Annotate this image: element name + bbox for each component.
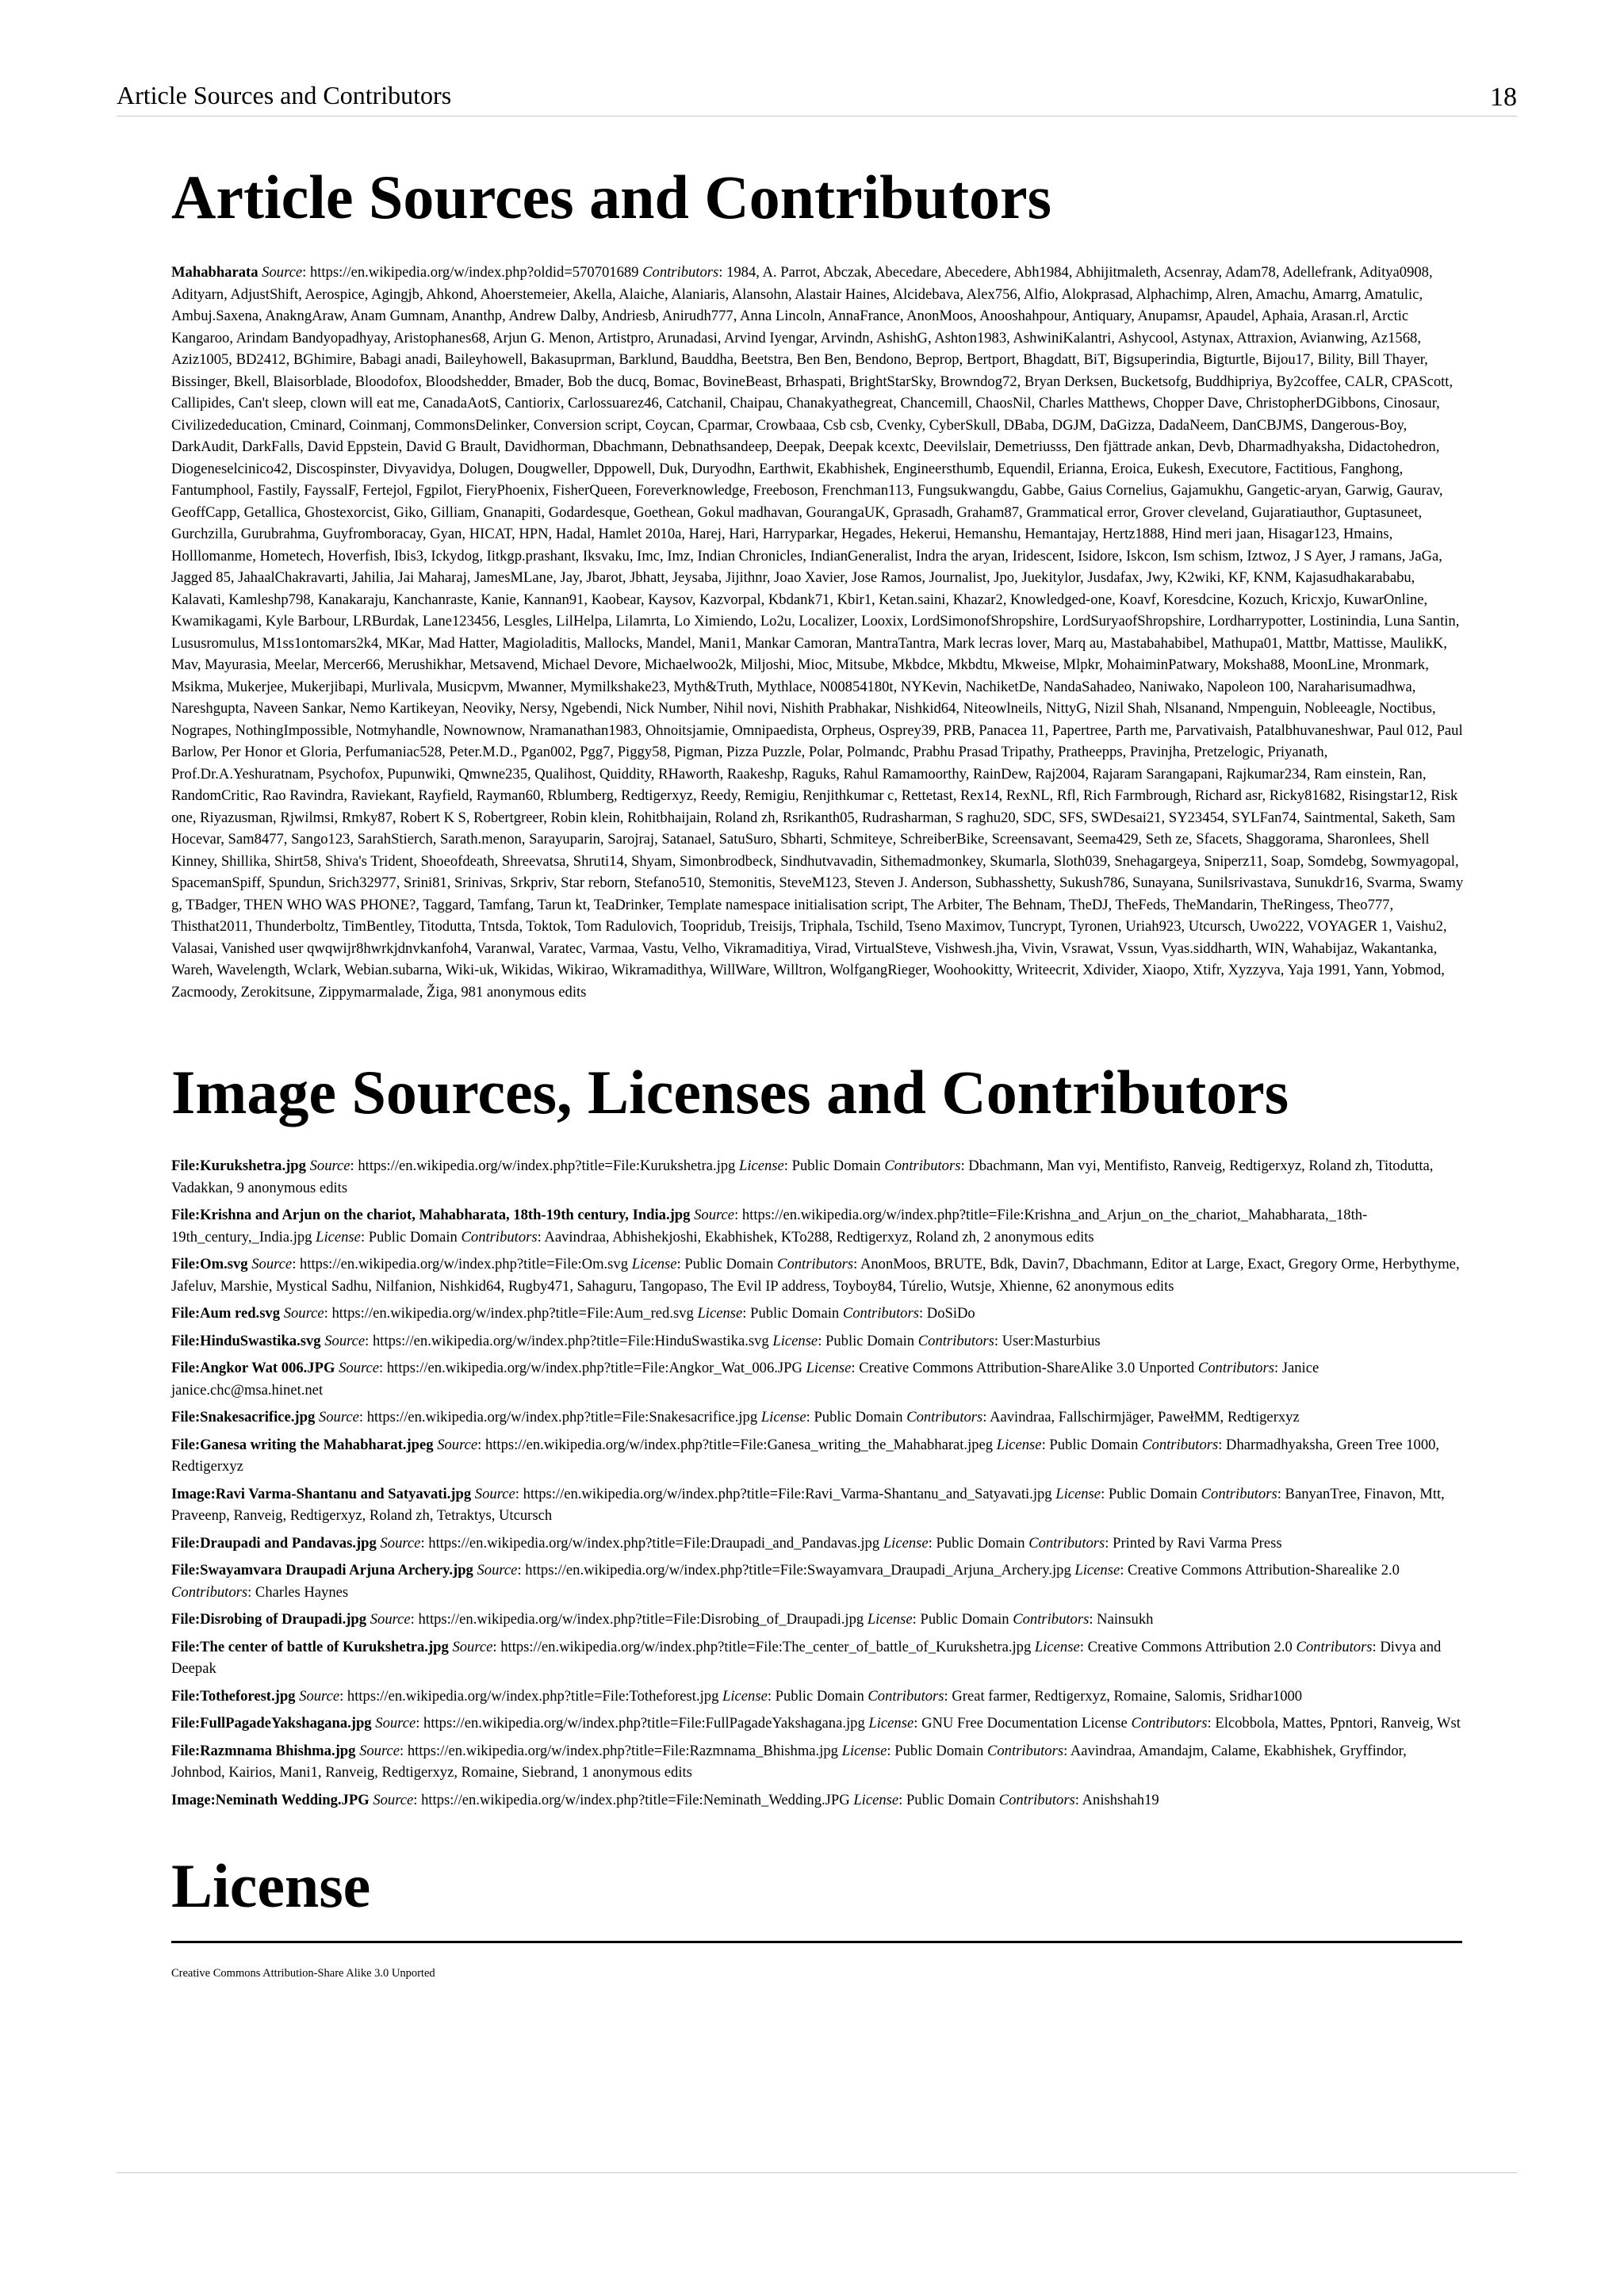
source-url[interactable]: https://en.wikipedia.org/w/index.php?title=File:Snakesacrifice.jpg bbox=[366, 1409, 758, 1425]
source-entry: File:Totheforest.jpg Source: https://en.wikipedia.org/w/index.php?title=File:Totheforest.jpg License: Public Domain Contributors: Great farmer, Redtigerxyz, Romaine, Salomis, Sridhar1000 bbox=[171, 1687, 1303, 1705]
license-heading: License bbox=[171, 1851, 371, 1920]
source-entry: File:Angkor Wat 006.JPG Source: https://en.wikipedia.org/w/index.php?title=File:Angkor_Wat_006.JPG License: Creative Commons Attribution-ShareAlike 3.0 Unported Contributors: Janice janice.chc@msa.hinet.net bbox=[171, 1360, 1320, 1399]
contributors-label: Contributors bbox=[171, 1583, 248, 1601]
contributors-list: Great farmer, Redtigerxyz, Romaine, Salomis, Sridhar1000 bbox=[952, 1687, 1303, 1705]
license-label: License bbox=[316, 1228, 361, 1246]
license-divider bbox=[171, 1941, 1462, 1943]
contributors-list: Dbachmann, Man vyi, Mentifisto, Ranveig, Redtigerxyz, Roland zh, Titodutta, Vadakkan, 9 anonymous edits bbox=[171, 1158, 1434, 1196]
source-entry: File:Draupadi and Pandavas.jpg Source: https://en.wikipedia.org/w/index.php?title=File:Draupadi_and_Pandavas.jpg License: Public Domain Contributors: Printed by Ravi Varma Press bbox=[171, 1534, 1282, 1552]
source-label: Source bbox=[251, 1256, 293, 1272]
license-label: License bbox=[772, 1332, 818, 1349]
source-entry: File:Swayamvara Draupadi Arjuna Archery.jpg Source: https://en.wikipedia.org/w/index.php?title=File:Swayamvara_Draupadi_Arjuna_Archery.jpg License: Creative Commons Attribution-Sharealike 2.0 Contributors: Charles Haynes bbox=[171, 1562, 1400, 1601]
license-label: License bbox=[697, 1305, 743, 1322]
contributors-list: 1984, A. Parrot, Abczak, Abecedare, Abecedere, Abh1984, Abhijitmaleth, Acsenray, Adam78, Adellefrank, Aditya0908, Adityarn, AdjustShift, Aerospice, Agingjb, Ahkond, Ahoerstemeier, Akella, Alaiche, Alaniaris, Alansohn, Alastair Haines, Alcidebava, Alex756, Alfio, Alokprasad, Alphachimp, Alren, Amachu, Amarrg, Amatulic, Ambuj.Saxena, AnakngAraw, Anam Gumnam, Ananthp, Andrew Dalby, Andriesb, Anirudh777, Anna Lincoln, AnnaFrance, AnonMoos, Anooshahpour, Antiquary, Anupamsr, Apaudel, Aphaia, Arasan.rl, Arctic Kangaroo, Arindam Bandyopadhyay, Aristophanes68, Arjun G. Menon, Artistpro, Arunadasi, Arvind Iyengar, Arvindn, AshishG, Ashton1983, AshwiniKalantri, Ashycool, Astynax, Attraxion, Avianwing, Az1568, Aziz1005, BD2412, BGhimire, Babagi anadi, Baileyhowell, Bakasuprman, Barklund, Bauddha, Beetstra, Ben Ben, Bendono, Beprop, Bertport, Bhagdatt, BiT, Bigsuperindia, Bigturtle, Bijou17, Bility, Bill Thayer, Bissinger, Bkell, Blaisorblade, Bloodofox, Bloodshedder, Bmader, Bob the ducq, Bomac, BovineBeast, Brhaspati, BrightStarSky, Browndog72, Bryan Derksen, Bucketsofg, Buddhipriya, By2coffee, CALR, CPAScott, Callipides, Can't sleep, clown will eat me, CanadaAotS, Cantiorix, Carlossuarez46, Catchanil, Chaipau, Chanakyathegreat, Chancemill, ChaosNil, Charles Matthews, Chopper Dave, ChristopherDGibbons, Cinosaur, Civilizededucation, Cminard, Coinmanj, CommonsDelinker, Conversion script, Coycan, Cparmar, Crowbaaa, Csb csb, Cvenky, CyberSkull, DBaba, DGJM, DaGizza, DadaNeem, DanCBJMS, Dangerous-Boy, DarkAudit, DarkFalls, David Eppstein, David G Brault, Davidhorman, Dbachmann, Debnathsandeep, Deepak, Deepak kcextc, Deevilslair, Demetriusss, Den fjättrade ankan, Devb, Dharmadhyaksha, Didactohedron, Diogeneselcinico42, Discospinster, Divyavidya, Dolugen, Dougweller, Dppowell, Duk, Duryodhn, Earthwit, Ekabhishek, Engineersthumb, Equendil, Erianna, Eroica, Eukesh, Executore, Factitious, Fanghong, Fantumphool, Fastily, FayssalF, Fertejol, Fgpilot, FieryPhoenix, FisherQueen, Foreverknowledge, Freeboson, Frenchman113, Fungsukwangdu, Gabbe, Gaius Cornelius, Gajamukhu, Gangetic-aryan, Garwig, Gaurav, GeoffCapp, Getallica, Ghostexorcist, Giko, Gilliam, Gnanapiti, Godardesque, Goethean, Gokul madhavan, GourangaUK, Gprasadh, Graham87, Grammatical error, Grover cleveland, Gujaratiauthor, Guptasuneet, Gurchzilla, Gurubrahma, Guyfromboracay, Gyan, HICAT, HPN, Hadal, Hamlet 2010a, Harej, Hari, Harryparkar, Hegades, Hekerui, Hemanshu, Hemantajay, Hertz1888, Hind meri jaan, Hisagar123, Hmains, Holllomanme, Hometech, Hoverfish, Ibis3, Ickydog, Iitkgp.prashant, Iksvaku, Imc, Imz, Indian Chronicles, IndianGeneralist, Indra the aryan, Iridescent, Isidore, Iskcon, Ism schism, Iztwoz, J S Ayer, J ramans, JaGa, Jagged 85, JahaalChakravarti, Jahilia, Jai Maharaj, JamesMLane, Jay, Jbarot, Jbhatt, Jeysaba, Jijithnr, Joao Xavier, Jose Ramos, Journalist, Jpo, Juekitylor, Jusdafax, Jwy, K2wiki, KF, KNM, Kajasudhakarababu, Kalavati, Kamleshp798, Kanakaraju, Kanchanraste, Kanie, Kannan91, Kaobear, Kaysov, Kazvorpal, Kbdank71, Kbir1, Ketan.saini, Khazar2, Knowledged-one, Koavf, Koresdcine, Kozuch, Kricxjo, KuwarOnline, Kwamikagami, Kyle Barbour, LRBurdak, Lane123456, Lesgles, LilHelpa, Lilamrta, Lo Ximiendo, Lo2u, Localizer, Looxix, LordSimonofShropshire, LordSuryaofShropshire, Lordharrypotter, Lostinindia, Luna Santin, Lususromulus, M1ss1ontomars2k4, MKar, Mad Hatter, Magioladitis, Mallocks, Mandel, Mani1, Mankar Camoran, MantraTantra, Mark lecras lover, Marq au, Mastabahabibel, Mathupa01, Mattbr, Mattisse, MaulikK, Mav, Mayurasia, Meelar, Mercer66, Merushikhar, Metsavend, Michael Devore, Michaelwoo2k, Miljoshi, Mioc, Mitsube, Mkbdce, Mkbdtu, Mkweise, Mlpkr, MohaiminPatwary, Moksha88, MoonLine, Mronmark, Msikma, Mukerjee, Mukerjibapi, Murlivala, Musicpvm, Mwanner, Mymilkshake23, Myth&Truth, Mythlace, N00854180t, NYKevin, NachiketDe, NandaSahadeo, Naniwako, Napoleon 100, Naraharisumadhwa, Nareshgupta, Naveen Sankar, Nemo Kartikeyan, Neoviky, Nersy, Ngebendi, Nick Number, Nihil novi, Nishith Prabhakar, Nishkid64, Niteowlneils, NittyG, Nizil Shah, Nlsanand, Nmpenguin, Nobleeagle, Noctibus, Nograpes, NothingImpossible, Notmyhandle, Nownownow, Nramanathan1983, Ohnoitsjamie, Omnipaedista, Orpheus, Osprey39, PRB, Panacea 11, Papertree, Parth me, Parvativaish, Patalbhuvaneshwar, Paul 012, Paul Barlow, Per Honor et Gloria, Perfumaniac528, Peter.M.D., Pgan002, Pgg7, Piggy58, Pigman, Pizza Puzzle, Polar, Polmandc, Prabhu Prasad Tripathy, Pratheepps, Pravinjha, Pretzelogic, Priyanath, Prof.Dr.A.Yeshuratnam, Psychofox, Pupunwiki, Qmwne235, Qualihost, Quiddity, RHaworth, Raakeshp, Raguks, Rahul Ramamoorthy, RainDew, Raj2004, Rajaram Sarangapani, Rajkumar234, Ram einstein, Ran, RandomCritic, Rao Ravindra, Raviekant, Rayfield, Rayman60, Rblumberg, Redtigerxyz, Reedy, Remigiu, Renjithkumar c, Rettetast, Rex14, RexNL, Rfl, Rich Farmbrough, Richard asr, Ricky81682, Risingstar12, Risk one, Riyazusman, Rjwilmsi, Rmky87, Robert K S, Robertgreer, Robin klein, Rohitbhaijain, Roland zh, Rsrikanth05, Rudrasharman, S raghu20, SDC, SFS, SWDesai21, SY23454, SYLFan74, Saintmental, Saketh, Sam Hocevar, Sam8477, Sango123, SarahStierch, Sarath.menon, Sarayuparin, Sarojraj, Satanael, SatuSuro, Sbharti, Schmiteye, SchreiberBike, Screensavant, Seema429, Seth ze, Sfacets, Shaggorama, Sharonlees, Shell Kinney, Shillika, Shirt58, Shiva's Trident, Shoeofdeath, Shreevatsa, Shruti14, Shyam, Simonbrodbeck, Sindhutvavadin, Sithemadmonkey, Skumarla, Sloth039, Snehagargeya, Sniperz11, Soap, Somdebg, Sowmyagopal, SpacemanSpiff, Spundun, Srich32977, Srini81, Srinivas, Srkpriv, Star reborn, Stefano510, Stemonitis, SteveM123, Steven J. Anderson, Subhasshetty, Sukush786, Sunayana, Sunilsrivastava, Sunukdr16, Svarma, Swamy g, TBadger, THEN WHO WAS PHONE?, Taggard, Tamfang, Tarun kt, TeaDrinker, Template namespace initialisation script, The Arbiter, The Behnam, TheDJ, TheFeds, TheMandarin, TheRingess, Theo777, Thisthat2011, Thunderboltz, TimBentley, Titodutta, Tntsda, Toktok, Tom Radulovich, Toopridub, Treisijs, Triphala, Tschild, Tseno Maximov, Tuncrypt, Tyronen, Uriah923, Utcursch, Uwo222, VOYAGER 1, Vaishu2, Valasai, Vanished user qwqwijr8hwrkjdnvkanfoh4, Varanwal, Varatec, Varmaa, Vastu, Velho, Vikramaditiya, Virad, VirtualSteve, Vishwesh.jha, Vivin, Vsrawat, Vssun, Vyas.siddharth, WIN, Wahabijaz, Wakantanka, Wareh, Wavelength, Wclark, Webian.subarna, Wiki-uk, Wikidas, Wikirao, Wikramadithya, WillWare, Willtron, WolfgangRieger, Woohookitty, Writeecrit, Xdivider, Xiaopo, Xtifr, Xyzzyva, Yaja 1991, Yann, Yobmod, Zacmoody, Zerokitsune, Zippymarmalade, Žiga, 981 anonymous edits bbox=[171, 264, 1464, 1001]
source-entry: File:Kurukshetra.jpg Source: https://en.wikipedia.org/w/index.php?title=File:Kurukshetra.jpg License: Public Domain Contributors: Dbachmann, Man vyi, Mentifisto, Ranveig, Redtigerxyz, Roland zh, Titodutta, Vadakkan, 9 anonymous edits bbox=[171, 1158, 1434, 1196]
source-label: Source bbox=[375, 1715, 416, 1732]
license-value: Creative Commons Attribution-Sharealike 2.0 bbox=[1128, 1562, 1400, 1578]
source-entry: File:HinduSwastika.svg Source: https://en.wikipedia.org/w/index.php?title=File:HinduSwastika.svg License: Public Domain Contributors: User:Masturbius bbox=[171, 1332, 1101, 1349]
entry-title: File:Aum red.svg bbox=[171, 1305, 281, 1322]
page-content bbox=[171, 159, 1464, 1980]
source-url[interactable]: https://en.wikipedia.org/w/index.php?title=File:Disrobing_of_Draupadi.jpg bbox=[418, 1611, 864, 1628]
license-label: License bbox=[806, 1360, 852, 1376]
license-value: Public Domain bbox=[814, 1409, 903, 1425]
entry-title: File:The center of battle of Kurukshetra.jpg bbox=[171, 1638, 449, 1655]
license-label: License bbox=[1074, 1562, 1120, 1578]
license-value: GNU Free Documentation License bbox=[921, 1715, 1128, 1732]
source-url[interactable]: https://en.wikipedia.org/w/index.php?title=File:FullPagadeYakshagana.jpg bbox=[423, 1715, 865, 1732]
source-url[interactable]: https://en.wikipedia.org/w/index.php?title=File:Totheforest.jpg bbox=[347, 1687, 719, 1705]
article-sources-heading: Article Sources and Contributors bbox=[171, 163, 1052, 232]
contributors-list: DoSiDo bbox=[926, 1305, 975, 1322]
source-label: Source bbox=[477, 1562, 518, 1578]
source-entry: File:Snakesacrifice.jpg Source: https://en.wikipedia.org/w/index.php?title=File:Snakesacrifice.jpg License: Public Domain Contributors: Aavindraa, Fallschirmjäger, PawełMM, Redtigerxyz bbox=[171, 1409, 1300, 1425]
image-sources-list bbox=[171, 1155, 1464, 1811]
contributors-list: Charles Haynes bbox=[255, 1583, 349, 1601]
entry-title: File:Om.svg bbox=[171, 1256, 248, 1272]
license-value: Public Domain bbox=[684, 1256, 774, 1272]
source-label: Source bbox=[370, 1611, 411, 1628]
contributors-label: Contributors bbox=[1028, 1534, 1105, 1552]
contributors-label: Contributors bbox=[461, 1228, 538, 1246]
contributors-label: Contributors bbox=[842, 1305, 919, 1322]
source-entry: File:The center of battle of Kurukshetra.jpg Source: https://en.wikipedia.org/w/index.php?title=File:The_center_of_battle_of_Kurukshetra.jpg License: Creative Commons Attribution 2.0 Contributors: Divya and Deepak bbox=[171, 1638, 1442, 1677]
license-label: License bbox=[996, 1436, 1042, 1453]
source-url[interactable]: https://en.wikipedia.org/w/index.php?title=File:Aum_red.svg bbox=[331, 1305, 694, 1322]
source-url[interactable]: https://en.wikipedia.org/w/index.php?title=File:Neminath_Wedding.JPG bbox=[421, 1791, 850, 1808]
license-label: License bbox=[853, 1791, 899, 1808]
source-entry: Mahabharata Source: https://en.wikipedia.org/w/index.php?oldid=570701689 Contributors: 1984, A. Parrot, Abczak, Abecedare, Abecedere, Abh1984, Abhijitmaleth, Acsenray, Adam78, Adellefrank, Aditya0908, Adityarn, AdjustShift, Aerospice, Agingjb, Ahkond, Ahoerstemeier, Akella, Alaiche, Alaniaris, Alansohn, Alastair Haines, Alcidebava, Alex756, Alfio, Alokprasad, Alphachimp, Alren, Amachu, Amarrg, Amatulic, Ambuj.Saxena, AnakngAraw, Anam Gumnam, Ananthp, Andrew Dalby, Andriesb, Anirudh777, Anna Lincoln, AnnaFrance, AnonMoos, Anooshahpour, Antiquary, Anupamsr, Apaudel, Aphaia, Arasan.rl, Arctic Kangaroo, Arindam Bandyopadhyay, Aristophanes68, Arjun G. Menon, Artistpro, Arunadasi, Arvind Iyengar, Arvindn, AshishG, Ashton1983, AshwiniKalantri, Ashycool, Astynax, Attraxion, Avianwing, Az1568, Aziz1005, BD2412, BGhimire, Babagi anadi, Baileyhowell, Bakasuprman, Barklund, Bauddha, Beetstra, Ben Ben, Bendono, Beprop, Bertport, Bhagdatt, BiT, Bigsuperindia, Bigturtle, Bijou17, Bility, Bill Thayer, Bissinger, Bkell, Blaisorblade, Bloodofox, Bloodshedder, Bmader, Bob the ducq, Bomac, BovineBeast, Brhaspati, BrightStarSky, Browndog72, Bryan Derksen, Bucketsofg, Buddhipriya, By2coffee, CALR, CPAScott, Callipides, Can't sleep, clown will eat me, CanadaAotS, Cantiorix, Carlossuarez46, Catchanil, Chaipau, Chanakyathegreat, Chancemill, ChaosNil, Charles Matthews, Chopper Dave, ChristopherDGibbons, Cinosaur, Civilizededucation, Cminard, Coinmanj, CommonsDelinker, Conversion script, Coycan, Cparmar, Crowbaaa, Csb csb, Cvenky, CyberSkull, DBaba, DGJM, DaGizza, DadaNeem, DanCBJMS, Dangerous-Boy, DarkAudit, DarkFalls, David Eppstein, David G Brault, Davidhorman, Dbachmann, Debnathsandeep, Deepak, Deepak kcextc, Deevilslair, Demetriusss, Den fjättrade ankan, Devb, Dharmadhyaksha, Didactohedron, Diogeneselcinico42, Discospinster, Divyavidya, Dolugen, Dougweller, Dppowell, Duk, Duryodhn, Earthwit, Ekabhishek, Engineersthumb, Equendil, Erianna, Eroica, Eukesh, Executore, Factitious, Fanghong, Fantumphool, Fastily, FayssalF, Fertejol, Fgpilot, FieryPhoenix, FisherQueen, Foreverknowledge, Freeboson, Frenchman113, Fungsukwangdu, Gabbe, Gaius Cornelius, Gajamukhu, Gangetic-aryan, Garwig, Gaurav, GeoffCapp, Getallica, Ghostexorcist, Giko, Gilliam, Gnanapiti, Godardesque, Goethean, Gokul madhavan, GourangaUK, Gprasadh, Graham87, Grammatical error, Grover cleveland, Gujaratiauthor, Guptasuneet, Gurchzilla, Gurubrahma, Guyfromboracay, Gyan, HICAT, HPN, Hadal, Hamlet 2010a, Harej, Hari, Harryparkar, Hegades, Hekerui, Hemanshu, Hemantajay, Hertz1888, Hind meri jaan, Hisagar123, Hmains, Holllomanme, Hometech, Hoverfish, Ibis3, Ickydog, Iitkgp.prashant, Iksvaku, Imc, Imz, Indian Chronicles, IndianGeneralist, Indra the aryan, Iridescent, Isidore, Iskcon, Ism schism, Iztwoz, J S Ayer, J ramans, JaGa, Jagged 85, JahaalChakravarti, Jahilia, Jai Maharaj, JamesMLane, Jay, Jbarot, Jbhatt, Jeysaba, Jijithnr, Joao Xavier, Jose Ramos, Journalist, Jpo, Juekitylor, Jusdafax, Jwy, K2wiki, KF, KNM, Kajasudhakarababu, Kalavati, Kamleshp798, Kanakaraju, Kanchanraste, Kanie, Kannan91, Kaobear, Kaysov, Kazvorpal, Kbdank71, Kbir1, Ketan.saini, Khazar2, Knowledged-one, Koavf, Koresdcine, Kozuch, Kricxjo, KuwarOnline, Kwamikagami, Kyle Barbour, LRBurdak, Lane123456, Lesgles, LilHelpa, Lilamrta, Lo Ximiendo, Lo2u, Localizer, Looxix, LordSimonofShropshire, LordSuryaofShropshire, Lordharrypotter, Lostinindia, Luna Santin, Lususromulus, M1ss1ontomars2k4, MKar, Mad Hatter, Magioladitis, Mallocks, Mandel, Mani1, Mankar Camoran, MantraTantra, Mark lecras lover, Marq au, Mastabahabibel, Mathupa01, Mattbr, Mattisse, MaulikK, Mav, Mayurasia, Meelar, Mercer66, Merushikhar, Metsavend, Michael Devore, Michaelwoo2k, Miljoshi, Mioc, Mitsube, Mkbdce, Mkbdtu, Mkweise, Mlpkr, MohaiminPatwary, Moksha88, MoonLine, Mronmark, Msikma, Mukerjee, Mukerjibapi, Murlivala, Musicpvm, Mwanner, Mymilkshake23, Myth&Truth, Mythlace, N00854180t, NYKevin, NachiketDe, NandaSahadeo, Naniwako, Napoleon 100, Naraharisumadhwa, Nareshgupta, Naveen Sankar, Nemo Kartikeyan, Neoviky, Nersy, Ngebendi, Nick Number, Nihil novi, Nishith Prabhakar, Nishkid64, Niteowlneils, NittyG, Nizil Shah, Nlsanand, Nmpenguin, Nobleeagle, Noctibus, Nograpes, NothingImpossible, Notmyhandle, Nownownow, Nramanathan1983, Ohnoitsjamie, Omnipaedista, Orpheus, Osprey39, PRB, Panacea 11, Papertree, Parth me, Parvativaish, Patalbhuvaneshwar, Paul 012, Paul Barlow, Per Honor et Gloria, Perfumaniac528, Peter.M.D., Pgan002, Pgg7, Piggy58, Pigman, Pizza Puzzle, Polar, Polmandc, Prabhu Prasad Tripathy, Pratheepps, Pravinjha, Pretzelogic, Priyanath, Prof.Dr.A.Yeshuratnam, Psychofox, Pupunwiki, Qmwne235, Qualihost, Quiddity, RHaworth, Raakeshp, Raguks, Rahul Ramamoorthy, RainDew, Raj2004, Rajaram Sarangapani, Rajkumar234, Ram einstein, Ran, RandomCritic, Rao Ravindra, Raviekant, Rayfield, Rayman60, Rblumberg, Redtigerxyz, Reedy, Remigiu, Renjithkumar c, Rettetast, Rex14, RexNL, Rfl, Rich Farmbrough, Richard asr, Ricky81682, Risingstar12, Risk one, Riyazusman, Rjwilmsi, Rmky87, Robert K S, Robertgreer, Robin klein, Rohitbhaijain, Roland zh, Rsrikanth05, Rudrasharman, S raghu20, SDC, SFS, SWDesai21, SY23454, SYLFan74, Saintmental, Saketh, Sam Hocevar, Sam8477, Sango123, SarahStierch, Sarath.menon, Sarayuparin, Sarojraj, Satanael, SatuSuro, Sbharti, Schmiteye, SchreiberBike, Screensavant, Seema429, Seth ze, Sfacets, Shaggorama, Sharonlees, Shell Kinney, Shillika, Shirt58, Shiva's Trident, Shoeofdeath, Shreevatsa, Shruti14, Shyam, Simonbrodbeck, Sindhutvavadin, Sithemadmonkey, Skumarla, Sloth039, Snehagargeya, Sniperz11, Soap, Somdebg, Sowmyagopal, SpacemanSpiff, Spundun, Srich32977, Srini81, Srinivas, Srkpriv, Star reborn, Stefano510, Stemonitis, SteveM123, Steven J. Anderson, Subhasshetty, Sukush786, Sunayana, Sunilsrivastava, Sunukdr16, Svarma, Swamy g, TBadger, THEN WHO WAS PHONE?, Taggard, Tamfang, Tarun kt, TeaDrinker, Template namespace initialisation script, The Arbiter, The Behnam, TheDJ, TheFeds, TheMandarin, TheRingess, Theo777, Thisthat2011, Thunderboltz, TimBentley, Titodutta, Tntsda, Toktok, Tom Radulovich, Toopridub, Treisijs, Triphala, Tschild, Tseno Maximov, Tuncrypt, Tyronen, Uriah923, Utcursch, Uwo222, VOYAGER 1, Vaishu2, Valasai, Vanished user qwqwijr8hwrkjdnvkanfoh4, Varanwal, Varatec, Varmaa, Vastu, Velho, Vikramaditiya, Virad, VirtualSteve, Vishwesh.jha, Vivin, Vsrawat, Vssun, Vyas.siddharth, WIN, Wahabijaz, Wakantanka, Wareh, Wavelength, Wclark, Webian.subarna, Wiki-uk, Wikidas, Wikirao, Wikramadithya, WillWare, Willtron, WolfgangRieger, Woohookitty, Writeecrit, Xdivider, Xiaopo, Xtifr, Xyzzyva, Yaja 1991, Yann, Yobmod, Zacmoody, Zerokitsune, Zippymarmalade, Žiga, 981 anonymous edits bbox=[171, 264, 1464, 1001]
contributors-label: Contributors bbox=[642, 264, 719, 281]
contributors-label: Contributors bbox=[1296, 1638, 1373, 1655]
source-url[interactable]: https://en.wikipedia.org/w/index.php?title=File:HinduSwastika.svg bbox=[373, 1332, 769, 1349]
source-label: Source bbox=[452, 1638, 493, 1655]
contributors-label: Contributors bbox=[998, 1791, 1075, 1808]
contributors-list: Anishshah19 bbox=[1082, 1791, 1159, 1808]
contributors-label: Contributors bbox=[1201, 1485, 1277, 1502]
license-text: Creative Commons Attribution-Share Alike 3.0 Unported bbox=[171, 1967, 435, 1980]
source-url[interactable]: https://en.wikipedia.org/w/index.php?title=File:The_center_of_battle_of_Kurukshetra.jpg bbox=[500, 1638, 1032, 1655]
entry-title: File:Krishna and Arjun on the chariot, Mahabharata, 18th-19th century, India.jpg bbox=[171, 1207, 691, 1223]
source-label: Source bbox=[373, 1791, 414, 1808]
source-label: Source bbox=[262, 264, 303, 281]
source-label: Source bbox=[309, 1158, 350, 1174]
contributors-list: Janice janice.chc@msa.hinet.net bbox=[171, 1360, 1320, 1399]
source-label: Source bbox=[474, 1485, 515, 1502]
source-entry: File:Krishna and Arjun on the chariot, Mahabharata, 18th-19th century, India.jpg Source: https://en.wikipedia.org/w/index.php?title=File:Krishna_and_Arjun_on_the_chariot,_Mahabharata,_18th-19th_century,_India.jpg License: Public Domain Contributors: Aavindraa, Abhishekjoshi, Ekabhishek, KTo288, Redtigerxyz, Roland zh, 2 anonymous edits bbox=[171, 1207, 1368, 1246]
source-entry: File:FullPagadeYakshagana.jpg Source: https://en.wikipedia.org/w/index.php?title=File:FullPagadeYakshagana.jpg License: GNU Free Documentation License Contributors: Elcobbola, Mattes, Ppntori, Ranveig, Wst bbox=[171, 1715, 1461, 1732]
source-url[interactable]: https://en.wikipedia.org/w/index.php?title=File:Ganesa_writing_the_Mahabharat.jpeg bbox=[485, 1436, 994, 1453]
contributors-label: Contributors bbox=[917, 1332, 994, 1349]
contributors-list: AnonMoos, BRUTE, Bdk, Davin7, Dbachmann, Editor at Large, Exact, Gregory Orme, Herbythyme, Jafeluv, Marshie, Mystical Sadhu, Nilfanion, Nishkid64, Rugby471, Sahaguru, Tangopaso, The Evil IP address, Toyboy84, Túrelio, Wutsje, Xhienne, 62 anonymous edits bbox=[171, 1256, 1460, 1295]
contributors-list: User:Masturbius bbox=[1002, 1332, 1101, 1349]
source-url[interactable]: https://en.wikipedia.org/w/index.php?title=File:Razmnama_Bhishma.jpg bbox=[407, 1742, 838, 1759]
source-url[interactable]: https://en.wikipedia.org/w/index.php?title=File:Swayamvara_Draupadi_Arjuna_Archery.jpg bbox=[525, 1562, 1071, 1578]
entry-title: File:FullPagadeYakshagana.jpg bbox=[171, 1715, 372, 1732]
entry-title: File:Swayamvara Draupadi Arjuna Archery.jpg bbox=[171, 1562, 473, 1578]
license-label: License bbox=[631, 1256, 677, 1272]
license-value: Public Domain bbox=[894, 1742, 984, 1759]
license-value: Public Domain bbox=[368, 1228, 458, 1246]
source-url[interactable]: https://en.wikipedia.org/w/index.php?title=File:Draupadi_and_Pandavas.jpg bbox=[428, 1534, 880, 1552]
contributors-list: Divya and Deepak bbox=[171, 1638, 1442, 1677]
source-entry: File:Razmnama Bhishma.jpg Source: https://en.wikipedia.org/w/index.php?title=File:Razmnama_Bhishma.jpg License: Public Domain Contributors: Aavindraa, Amandajm, Calame, Ekabhishek, Gryffindor, Johnbod, Kairios, Mani1, Ranveig, Redtigerxyz, Romaine, Siebrand, 1 anonymous edits bbox=[171, 1742, 1407, 1781]
license-label: License bbox=[722, 1687, 768, 1705]
article-sources-list bbox=[171, 262, 1464, 1003]
contributors-list: Dharmadhyaksha, Green Tree 1000, Redtigerxyz bbox=[171, 1436, 1440, 1475]
contributors-label: Contributors bbox=[1013, 1611, 1090, 1628]
license-label: License bbox=[1055, 1485, 1101, 1502]
source-entry: File:Aum red.svg Source: https://en.wikipedia.org/w/index.php?title=File:Aum_red.svg License: Public Domain Contributors: DoSiDo bbox=[171, 1305, 975, 1322]
entry-title: Image:Ravi Varma-Shantanu and Satyavati.jpg bbox=[171, 1485, 472, 1502]
license-label: License bbox=[738, 1158, 784, 1174]
license-value: Public Domain bbox=[936, 1534, 1025, 1552]
source-entry: File:Disrobing of Draupadi.jpg Source: https://en.wikipedia.org/w/index.php?title=File:Disrobing_of_Draupadi.jpg License: Public Domain Contributors: Nainsukh bbox=[171, 1611, 1154, 1628]
license-value: Public Domain bbox=[1108, 1485, 1197, 1502]
source-entry: Image:Ravi Varma-Shantanu and Satyavati.jpg Source: https://en.wikipedia.org/w/index.php?title=File:Ravi_Varma-Shantanu_and_Satyavati.jpg License: Public Domain Contributors: BanyanTree, Finavon, Mtt, Praveenp, Ranveig, Redtigerxyz, Roland zh, Tetraktys, Utcursch bbox=[171, 1485, 1445, 1524]
source-label: Source bbox=[324, 1332, 366, 1349]
contributors-label: Contributors bbox=[884, 1158, 961, 1174]
page-footer-rule bbox=[117, 2172, 1517, 2173]
source-label: Source bbox=[283, 1305, 324, 1322]
source-url[interactable]: https://en.wikipedia.org/w/index.php?title=File:Kurukshetra.jpg bbox=[358, 1158, 736, 1174]
source-label: Source bbox=[318, 1409, 359, 1425]
license-value: Public Domain bbox=[791, 1158, 881, 1174]
contributors-label: Contributors bbox=[986, 1742, 1064, 1759]
license-value: Creative Commons Attribution 2.0 bbox=[1087, 1638, 1293, 1655]
contributors-list: BanyanTree, Finavon, Mtt, Praveenp, Ranveig, Redtigerxyz, Roland zh, Tetraktys, Utcursch bbox=[171, 1485, 1445, 1524]
source-url[interactable]: https://en.wikipedia.org/w/index.php?oldid=570701689 bbox=[309, 264, 639, 281]
contributors-list: Aavindraa, Amandajm, Calame, Ekabhishek, Gryffindor, Johnbod, Kairios, Mani1, Ranveig, Redtigerxyz, Romaine, Siebrand, 1 anonymous edits bbox=[171, 1742, 1407, 1781]
source-label: Source bbox=[359, 1742, 400, 1759]
source-label: Source bbox=[339, 1360, 380, 1376]
license-label: License bbox=[868, 1715, 914, 1732]
contributors-list: Elcobbola, Mattes, Ppntori, Ranveig, Wst bbox=[1215, 1715, 1461, 1732]
contributors-label: Contributors bbox=[777, 1256, 854, 1272]
contributors-label: Contributors bbox=[1197, 1360, 1274, 1376]
contributors-list: Aavindraa, Abhishekjoshi, Ekabhishek, KTo288, Redtigerxyz, Roland zh, 2 anonymous edits bbox=[544, 1228, 1094, 1246]
contributors-list: Printed by Ravi Varma Press bbox=[1113, 1534, 1282, 1552]
entry-title: File:HinduSwastika.svg bbox=[171, 1332, 321, 1349]
contributors-label: Contributors bbox=[868, 1687, 944, 1705]
source-entry: Image:Neminath Wedding.JPG Source: https://en.wikipedia.org/w/index.php?title=File:Neminath_Wedding.JPG License: Public Domain Contributors: Anishshah19 bbox=[171, 1791, 1159, 1808]
source-entry: File:Om.svg Source: https://en.wikipedia.org/w/index.php?title=File:Om.svg License: Public Domain Contributors: AnonMoos, BRUTE, Bdk, Davin7, Dbachmann, Editor at Large, Exact, Gregory Orme, Herbythyme, Jafeluv, Marshie, Mystical Sadhu, Nilfanion, Nishkid64, Rugby471, Sahaguru, Tangopaso, The Evil IP address, Toyboy84, Túrelio, Wutsje, Xhienne, 62 anonymous edits bbox=[171, 1256, 1460, 1295]
license-value: Public Domain bbox=[825, 1332, 915, 1349]
image-sources-heading: Image Sources, Licenses and Contributors bbox=[171, 1058, 1289, 1127]
entry-title: File:Angkor Wat 006.JPG bbox=[171, 1360, 335, 1376]
source-url[interactable]: https://en.wikipedia.org/w/index.php?title=File:Angkor_Wat_006.JPG bbox=[386, 1360, 802, 1376]
running-header-title: Article Sources and Contributors bbox=[117, 81, 452, 109]
source-entry: File:Ganesa writing the Mahabharat.jpeg Source: https://en.wikipedia.org/w/index.php?title=File:Ganesa_writing_the_Mahabharat.jpeg License: Public Domain Contributors: Dharmadhyaksha, Green Tree 1000, Redtigerxyz bbox=[171, 1436, 1440, 1475]
license-value: Public Domain bbox=[750, 1305, 840, 1322]
source-label: Source bbox=[299, 1687, 340, 1705]
entry-title: File:Draupadi and Pandavas.jpg bbox=[171, 1534, 377, 1552]
entry-title: Image:Neminath Wedding.JPG bbox=[171, 1791, 370, 1808]
contributors-label: Contributors bbox=[1142, 1436, 1219, 1453]
source-url[interactable]: https://en.wikipedia.org/w/index.php?title=File:Ravi_Varma-Shantanu_and_Satyavati.jpg bbox=[523, 1485, 1052, 1502]
license-value: Creative Commons Attribution-ShareAlike 3.0 Unported bbox=[859, 1360, 1195, 1376]
page-number: 18 bbox=[1490, 82, 1517, 112]
source-label: Source bbox=[380, 1534, 421, 1552]
source-label: Source bbox=[437, 1436, 478, 1453]
license-value: Public Domain bbox=[920, 1611, 1009, 1628]
entry-title: File:Kurukshetra.jpg bbox=[171, 1158, 306, 1174]
source-url[interactable]: https://en.wikipedia.org/w/index.php?title=File:Krishna_and_Arjun_on_the_chariot,_Mahabharata,_18th-19th_century,_India.jpg bbox=[171, 1207, 1368, 1246]
contributors-list: Aavindraa, Fallschirmjäger, PawełMM, Redtigerxyz bbox=[990, 1409, 1300, 1425]
license-value: Public Domain bbox=[906, 1791, 996, 1808]
entry-title: File:Ganesa writing the Mahabharat.jpeg bbox=[171, 1436, 434, 1453]
source-label: Source bbox=[694, 1207, 735, 1223]
license-label: License bbox=[867, 1611, 913, 1628]
license-value: Public Domain bbox=[775, 1687, 864, 1705]
entry-title: File:Razmnama Bhishma.jpg bbox=[171, 1742, 356, 1759]
license-label: License bbox=[760, 1409, 806, 1425]
entry-title: File:Disrobing of Draupadi.jpg bbox=[171, 1611, 367, 1628]
source-url[interactable]: https://en.wikipedia.org/w/index.php?title=File:Om.svg bbox=[300, 1256, 629, 1272]
license-label: License bbox=[841, 1742, 887, 1759]
contributors-list: Nainsukh bbox=[1097, 1611, 1154, 1628]
entry-title: Mahabharata bbox=[171, 264, 259, 281]
entry-title: File:Snakesacrifice.jpg bbox=[171, 1409, 316, 1425]
license-value: Public Domain bbox=[1049, 1436, 1139, 1453]
page-header bbox=[117, 79, 1517, 117]
contributors-label: Contributors bbox=[906, 1409, 983, 1425]
license-label: License bbox=[1034, 1638, 1080, 1655]
license-label: License bbox=[883, 1534, 929, 1552]
entry-title: File:Totheforest.jpg bbox=[171, 1687, 296, 1705]
contributors-label: Contributors bbox=[1131, 1715, 1208, 1732]
